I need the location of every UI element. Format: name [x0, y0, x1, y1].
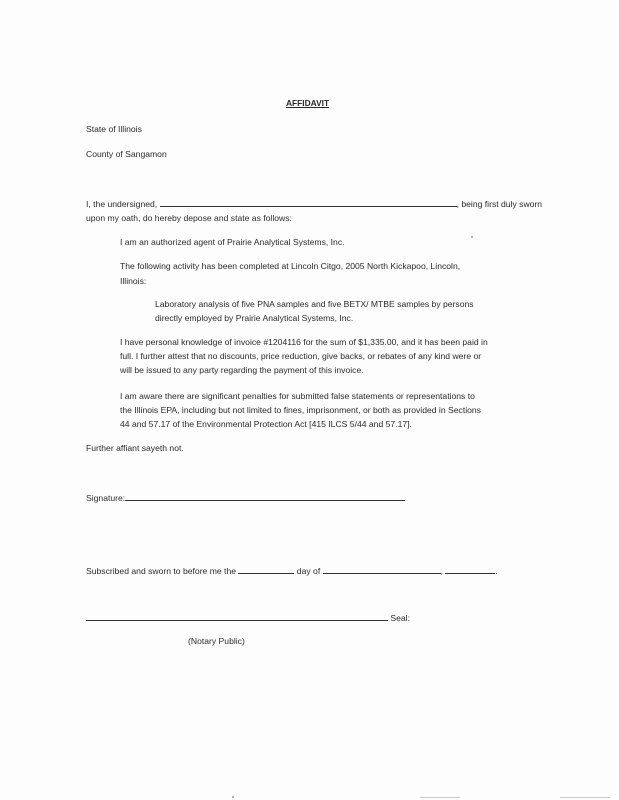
scan-speck	[560, 797, 610, 798]
signature-label: Signature:	[86, 493, 126, 503]
document-title: AFFIDAVIT	[286, 98, 330, 108]
seal-label: Seal:	[390, 613, 410, 623]
invoice-line-1: I have personal knowledge of invoice #1204116 for the sum of $1,335.00, and it has been paid in	[120, 337, 488, 347]
scan-speck	[420, 797, 460, 798]
intro-line-1	[86, 198, 542, 210]
intro-suffix: , being first duly sworn	[456, 199, 543, 209]
sworn-day-of: day of	[296, 566, 321, 576]
day-blank[interactable]	[238, 565, 294, 574]
sworn-prefix: Subscribed and sworn to before me the	[86, 566, 237, 576]
lab-line-2: directly employed by Prairie Analytical Systems, Inc.	[155, 313, 354, 323]
invoice-line-2: full. I further attest that no discounts, price reduction, give backs, or rebates of any kind were or	[120, 351, 482, 361]
sworn-period: .	[495, 566, 498, 576]
state-line: State of Illinois	[86, 124, 142, 134]
year-blank[interactable]	[445, 565, 498, 576]
county-line: County of Sangamon	[86, 149, 167, 159]
penalties-line-1: I am aware there are significant penalties for submitted false statements or representations to	[120, 391, 475, 401]
activity-line-1: The following activity has been completed at Lincoln Citgo, 2005 North Kickapoo, Lincoln,	[120, 261, 461, 271]
month-blank[interactable]	[323, 565, 441, 574]
agent-paragraph: I am an authorized agent of Prairie Analytical Systems, Inc.	[120, 237, 345, 247]
intro-line-2: upon my oath, do hereby depose and state as follows:	[86, 213, 292, 223]
signature-blank[interactable]	[125, 492, 405, 501]
notary-row	[86, 612, 410, 624]
notary-label: (Notary Public)	[188, 636, 245, 646]
activity-line-2: Illinois:	[120, 276, 147, 286]
scan-speck	[232, 796, 234, 798]
sworn-comma: ,	[440, 566, 443, 576]
affiant-name-blank[interactable]	[160, 198, 457, 207]
invoice-line-3: will be issued to any party regarding the payment of this invoice.	[120, 365, 364, 375]
sworn-row	[86, 565, 498, 577]
intro-prefix: I, the undersigned,	[86, 199, 158, 209]
closing-line: Further affiant sayeth not.	[86, 443, 184, 453]
signature-row	[86, 492, 405, 504]
notary-signature-blank[interactable]	[86, 612, 388, 621]
penalties-line-3: 44 and 57.17 of the Environmental Protection Act [415 ILCS 5/44 and 57.17].	[120, 419, 412, 429]
lab-line-1: Laboratory analysis of five PNA samples and five BETX/ MTBE samples by persons	[155, 299, 474, 309]
scan-speck	[471, 236, 473, 238]
penalties-line-2: the Illinois EPA, including but not limited to fines, imprisonment, or both as provided in Sections	[120, 405, 481, 415]
